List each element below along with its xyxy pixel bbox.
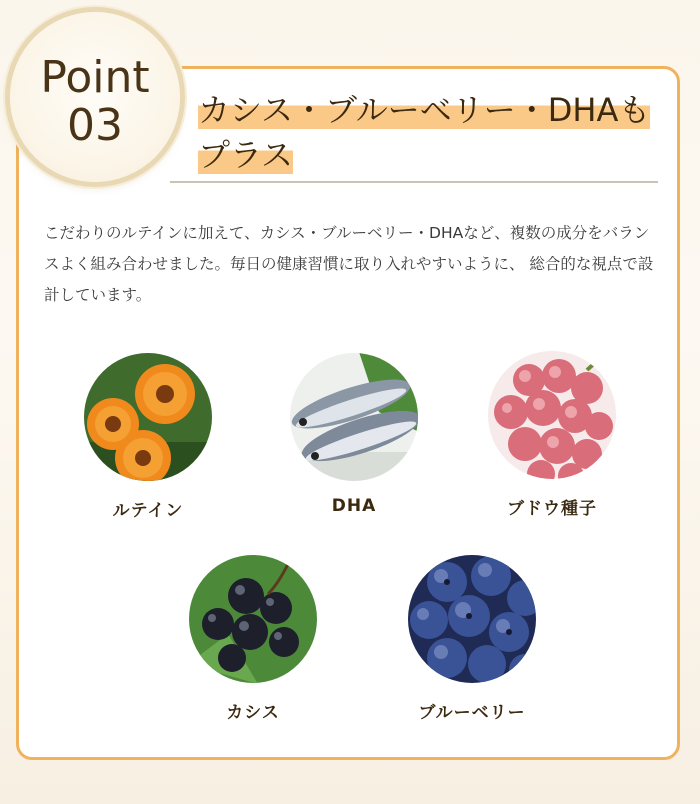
blackcurrant-image — [188, 554, 318, 684]
ingredient-cassis — [173, 554, 333, 723]
section-title-text: カシス・ブルーベリー・DHAもプラス — [198, 91, 651, 174]
ingredient-label: ブドウ種子 — [507, 499, 597, 519]
ingredient-grape-seed — [472, 350, 632, 519]
badge-number: 03 — [67, 100, 123, 151]
point-badge — [10, 12, 180, 182]
section-title — [198, 88, 668, 178]
ingredient-label: ルテイン — [112, 501, 184, 521]
ingredient-label: ブルーベリー — [418, 703, 526, 723]
badge-word: Point — [40, 52, 150, 103]
title-divider — [170, 181, 658, 183]
ingredient-label: カシス — [226, 703, 280, 723]
description-text: こだわりのルテインに加えて、カシス・ブルーベリー・DHAなど、複数の成分をバランスよく組み合わせました。毎日の健康習慣に取り入れやすいように、 総合的な視点で設計しています。 — [44, 224, 654, 304]
ingredient-lutein — [68, 352, 228, 521]
grapes-image — [487, 350, 617, 480]
blueberry-image — [407, 554, 537, 684]
ingredient-label: DHA — [331, 496, 377, 516]
ingredient-blueberry — [392, 554, 552, 723]
marigold-flowers-image — [83, 352, 213, 482]
sardine-fish-image — [289, 352, 419, 482]
ingredient-dha — [274, 352, 434, 516]
